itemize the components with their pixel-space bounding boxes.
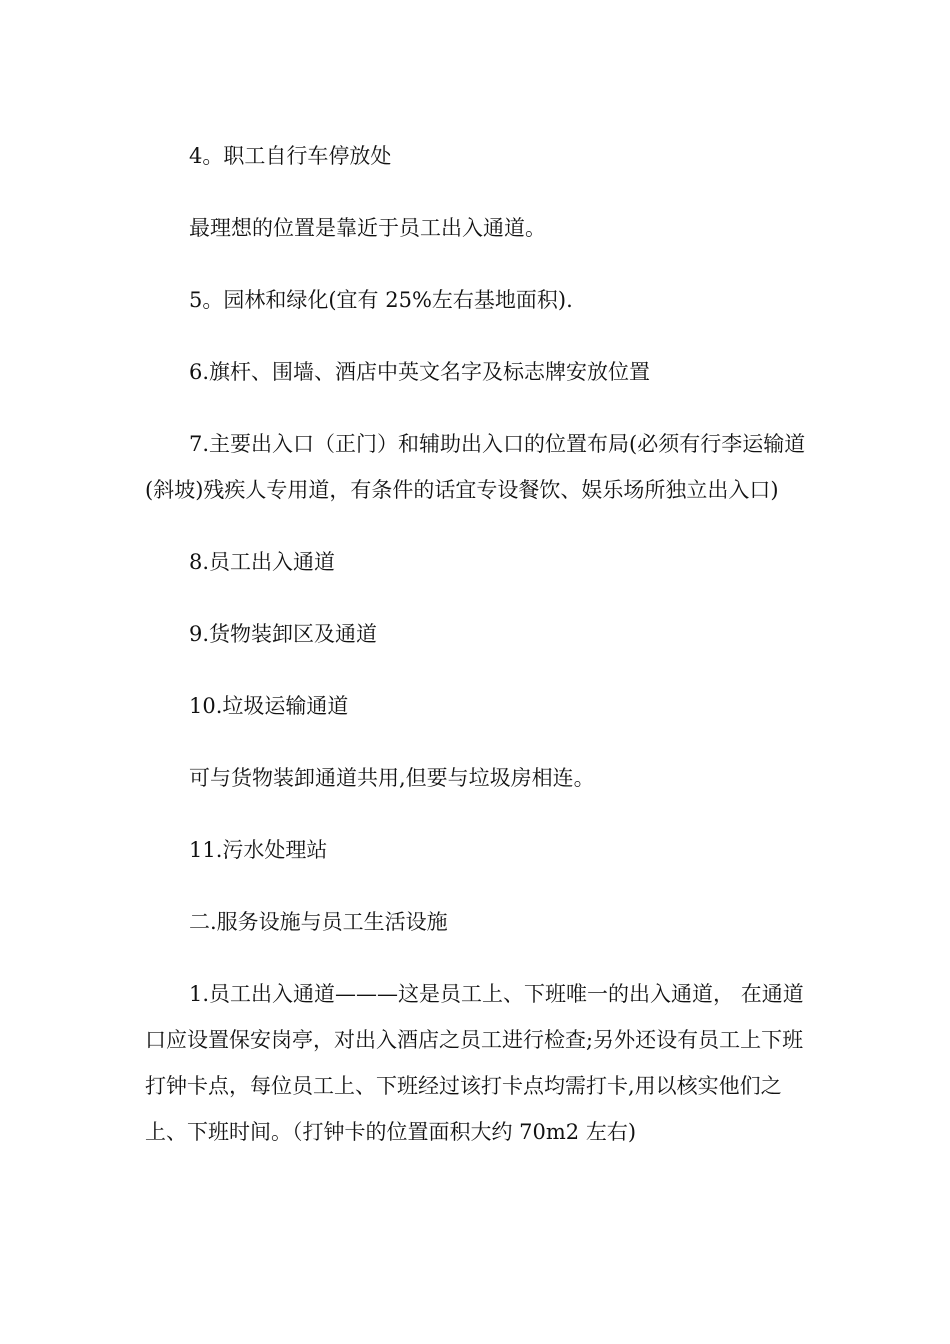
paragraph-staff-passage: 8.员工出入通道 <box>189 550 336 574</box>
paragraph-garbage-note: 可与货物装卸通道共用,但要与垃圾房相连。 <box>189 766 595 790</box>
paragraph-loading-area: 9.货物装卸区及通道 <box>189 622 378 646</box>
document-body <box>145 133 810 1181</box>
paragraph-landscaping: 5。园林和绿化(宜有 25%左右基地面积). <box>189 288 573 312</box>
paragraph-bicycle-parking: 4。职工自行车停放处 <box>189 144 392 168</box>
paragraph-entrances-layout: 7.主要出入口（正门）和辅助出入口的位置布局(必须有行李运输道(斜坡)残疾人专用道，有条件的话宜专设餐饮、娱乐场所独立出入口) <box>145 432 806 502</box>
paragraph-sewage-station: 11.污水处理站 <box>189 838 328 862</box>
paragraph-staff-entrance-detail: 1.员工出入通道———这是员工上、下班唯一的出入通道， 在通道口应设置保安岗亭，对出入酒店之员工进行检查;另外还设有员工上下班打钟卡点，每位员工上、下班经过该打卡点均需打卡,用以核实他们之上、下班时间。（打钟卡的位置面积大约 70m2 左右) <box>145 982 804 1144</box>
paragraph-flagpole-signage: 6.旗杆、围墙、酒店中英文名字及标志牌安放位置 <box>189 360 651 384</box>
paragraph-bicycle-location: 最理想的位置是靠近于员工出入通道。 <box>189 216 546 240</box>
section-heading-service-facilities: 二.服务设施与员工生活设施 <box>189 910 448 934</box>
paragraph-garbage-passage: 10.垃圾运输通道 <box>189 694 349 718</box>
